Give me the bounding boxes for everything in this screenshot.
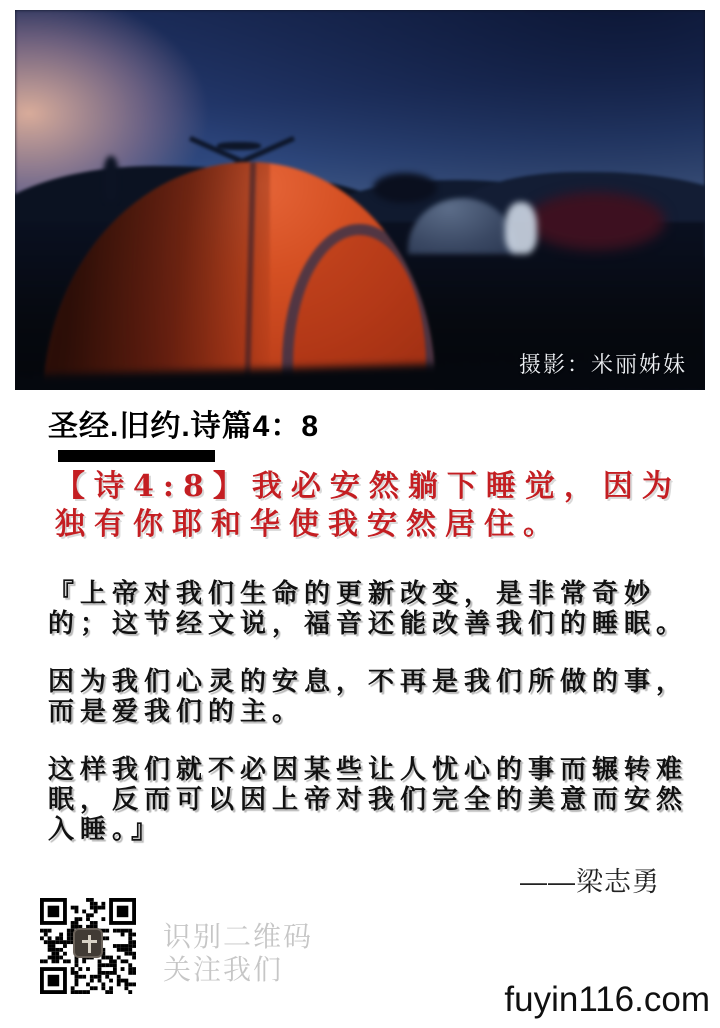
qr-caption-line2: 关注我们 — [163, 954, 284, 985]
qr-center-logo — [73, 928, 103, 958]
white-figure — [505, 202, 537, 254]
author-attribution: ——梁志勇 — [520, 867, 660, 897]
qr-caption-line1: 识别二维码 — [163, 921, 314, 952]
commentary-paragraph: 这样我们就不必因某些让人忧心的事而辗转难眠，反而可以因上帝对我们完全的美意而安然入睡。』 — [48, 754, 689, 844]
bible-verse-text: 【诗4:8】我必安然躺下睡觉，因为独有你耶和华使我安然居住。 — [55, 469, 681, 542]
photo-credit: 摄影：米丽姊妹 — [518, 352, 687, 377]
qr-caption — [163, 920, 313, 986]
dark-red-tent — [527, 192, 665, 250]
tent-shadow-side — [43, 162, 270, 390]
page-title: 圣经.旧约.诗篇4：8 — [48, 410, 320, 443]
commentary-block — [48, 578, 696, 872]
orange-tent — [43, 162, 435, 390]
wechat-qr-code[interactable] — [40, 897, 136, 995]
commentary-paragraph: 『上帝对我们生命的更新改变，是非常奇妙的；这节经文说，福音还能改善我们的睡眠。 — [48, 578, 689, 638]
campsite-scene — [15, 10, 705, 390]
header-photo — [15, 10, 705, 390]
cross-icon — [88, 935, 91, 953]
commentary-paragraph: 因为我们心灵的安息，不再是我们所做的事，而是爱我们的主。 — [48, 666, 689, 726]
orange-tent-body — [43, 162, 435, 390]
title-divider-bar — [58, 450, 215, 462]
website-url: fuyin116.com — [504, 980, 710, 1019]
